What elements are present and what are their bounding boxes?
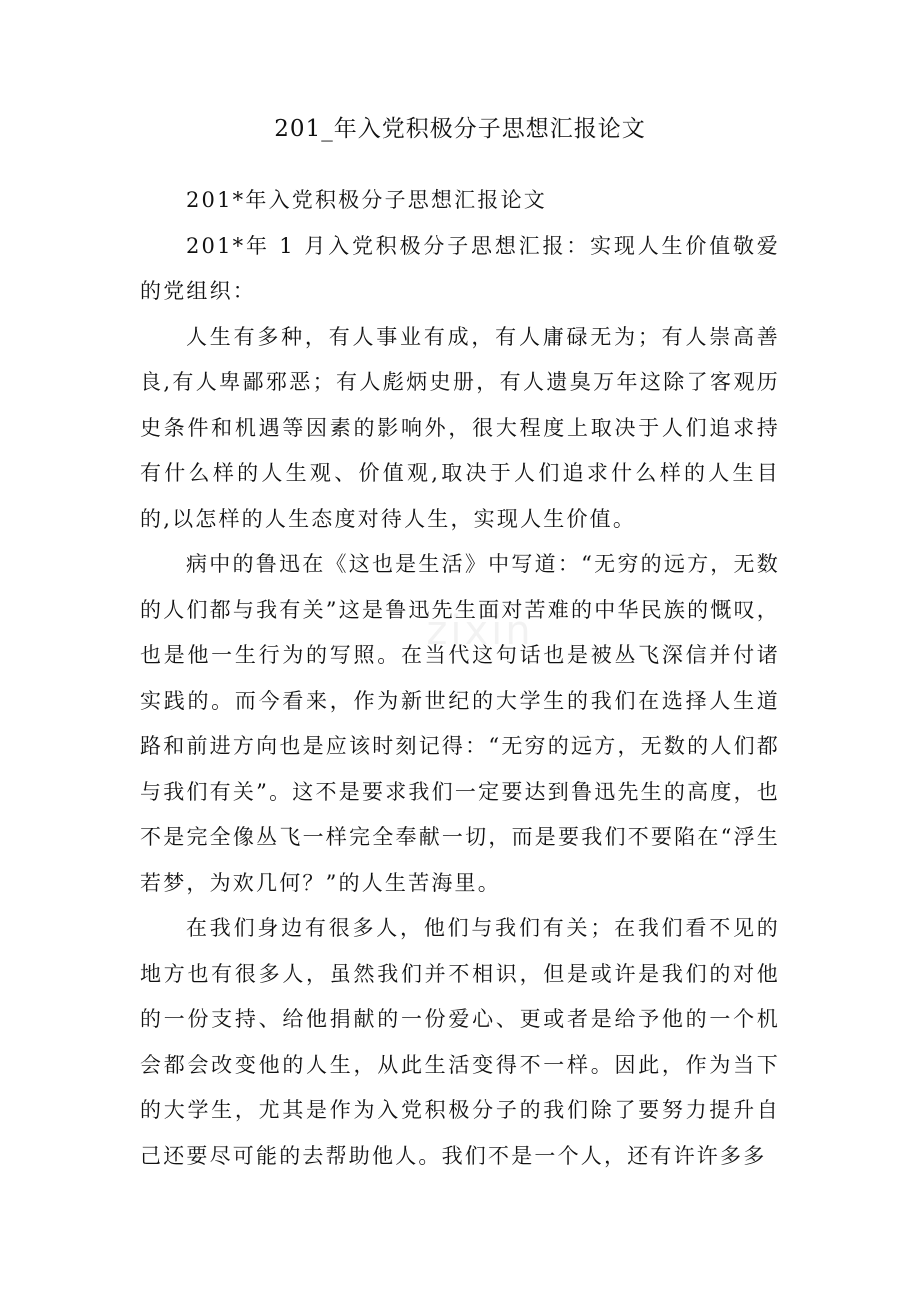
document-body [140,178,780,1179]
paragraph-salutation: 201*年 1 月入党积极分子思想汇报：实现人生价值敬爱的党组织： [140,233,780,303]
paragraph-2: 病中的鲁迅在《这也是生活》中写道：“无穷的远方，无数的人们都与我有关”这是鲁迅先生面对苦难的中华民族的慨叹，也是他一生行为的写照。在当代这句话也是被丛飞深信并付诸实践的。而今看来，作为新世纪的大学生的我们在选择人生道路和前进方向也是应该时刻记得：“无穷的远方，无数的人们都与我们有关”。这不是要求我们一定要达到鲁迅先生的高度，也不是完全像丛飞一样完全奉献一切，而是要我们不要陷在“浮生若梦，为欢几何？”的人生苦海里。 [140,552,780,895]
paragraph-3: 在我们身边有很多人，他们与我们有关；在我们看不见的地方也有很多人，虽然我们并不相识，但是或许是我们的对他的一份支持、给他捐献的一份爱心、更或者是给予他的一个机会都会改变他的人生，从此生活变得不一样。因此，作为当下的大学生，尤其是作为入党积极分子的我们除了要努力提升自己还要尽可能的去帮助他人。我们不是一个人，还有许许多多 [140,916,780,1168]
paragraph-subtitle: 201*年入党积极分子思想汇报论文 [186,188,547,212]
document-title: 201_年入党积极分子思想汇报论文 [274,116,646,142]
watermark: zixin [426,608,534,654]
paragraph-1: 人生有多种，有人事业有成，有人庸碌无为；有人崇高善良,有人卑鄙邪恶；有人彪炳史册，有人遗臭万年这除了客观历史条件和机遇等因素的影响外，很大程度上取决于人们追求持有什么样的人生观、价值观,取决于人们追求什么样的人生目的,以怎样的人生态度对待人生，实现人生价值。 [140,324,780,531]
